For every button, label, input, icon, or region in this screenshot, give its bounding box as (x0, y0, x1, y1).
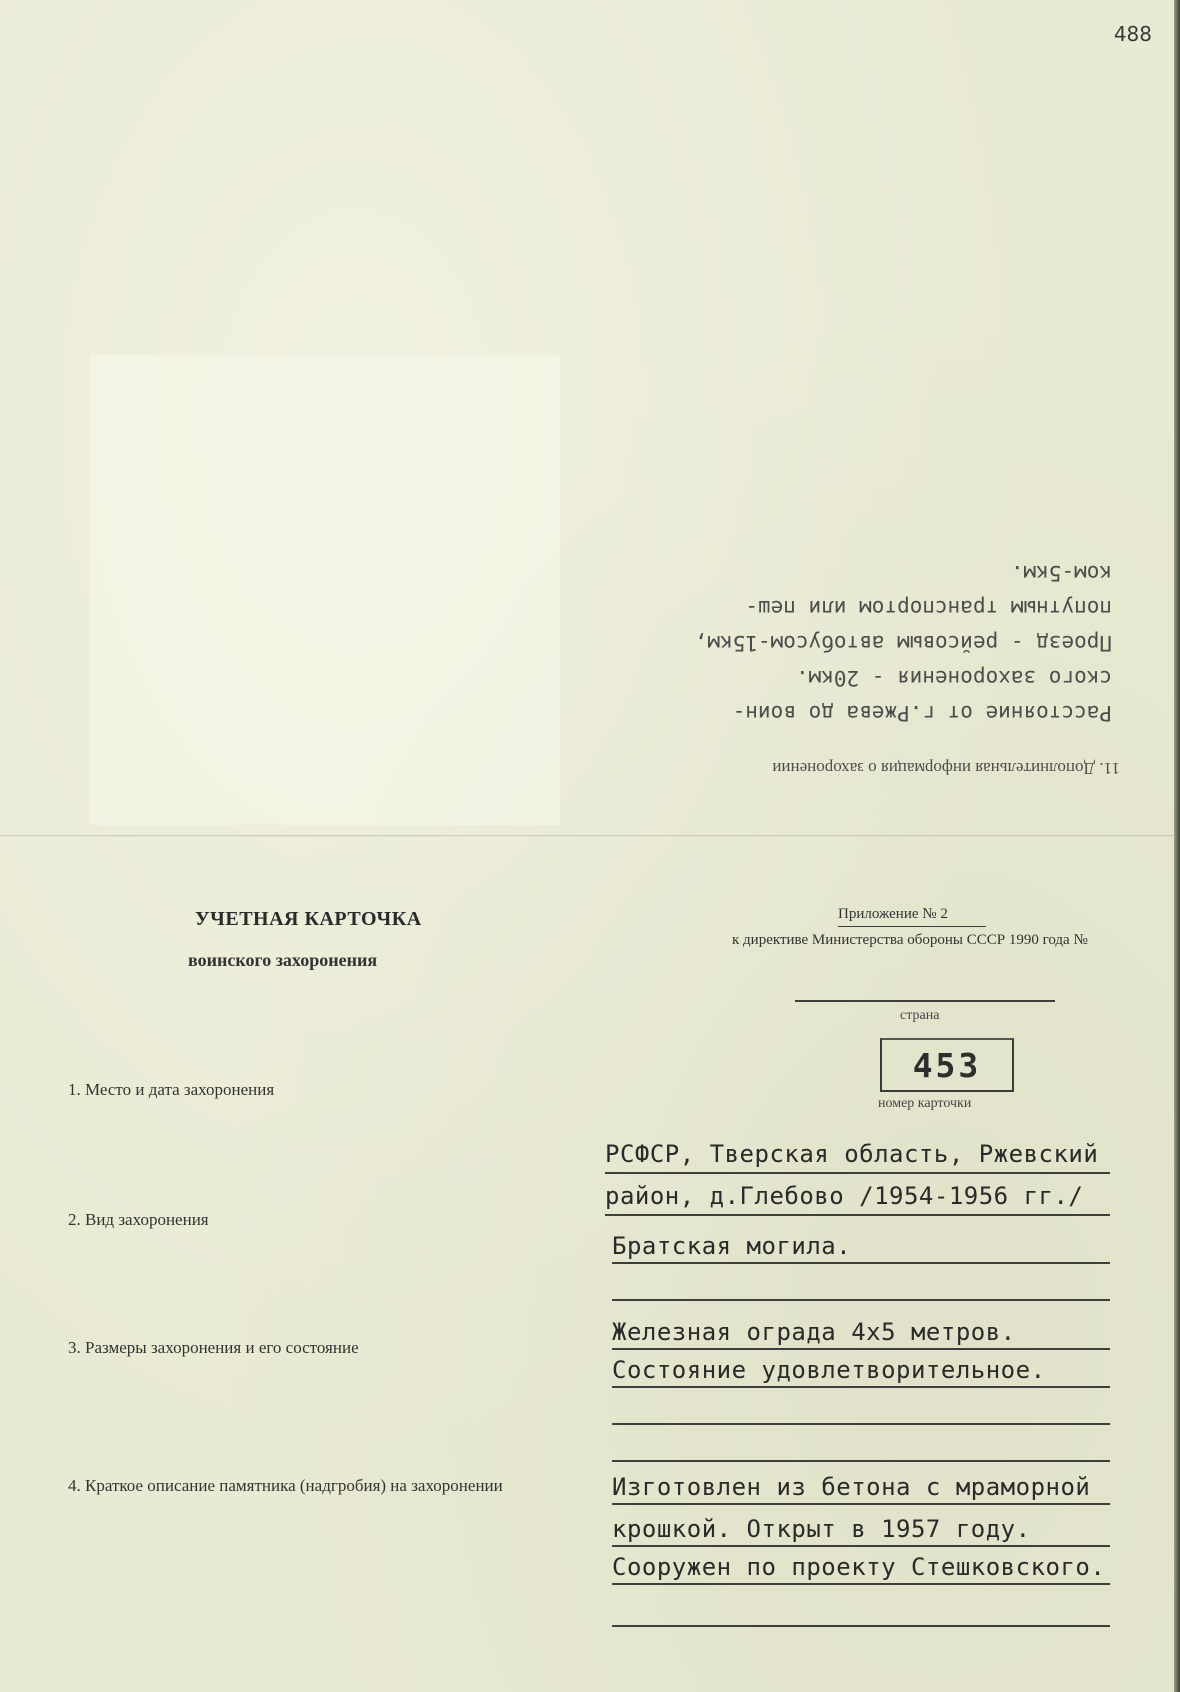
value-rule (612, 1583, 1110, 1585)
card-number-box (880, 1038, 1014, 1092)
value-rule (612, 1460, 1110, 1462)
card-number: 453 (912, 1046, 982, 1085)
value-description-line: Сооружен по проекту Стешковского. (612, 1553, 1106, 1581)
value-rule (605, 1214, 1110, 1216)
value-description-line: крошкой. Открыт в 1957 году. (612, 1515, 1031, 1543)
value-place-line: РСФСР, Тверская область, Ржевский (605, 1140, 1099, 1168)
value-rule (612, 1386, 1110, 1388)
additional-info-line: ком-5км. (1010, 561, 1112, 585)
value-rule (605, 1172, 1110, 1174)
country-rule (795, 1000, 1055, 1002)
appendix-underline (838, 926, 986, 927)
appendix-note: к директиве Министерства обороны СССР 1990 года № (732, 932, 1088, 948)
value-place-line: район, д.Глебово /1954-1956 гг./ (605, 1182, 1084, 1210)
value-description-line: Изготовлен из бетона с мраморной (612, 1473, 1091, 1501)
additional-info-line: ского захоронения - 20км. (795, 666, 1112, 690)
fold-line (0, 835, 1175, 837)
value-rule (612, 1262, 1110, 1264)
value-size-line: Состояние удовлетворительное. (612, 1356, 1046, 1384)
additional-info-line: Проезд - рейсовым автобусом-15км, (694, 631, 1112, 655)
additional-info-line: Расстояние от г.Ржева до воин- (732, 701, 1112, 725)
paper-edge (1174, 0, 1180, 1692)
faded-area (90, 355, 560, 825)
card-title: УЧЕТНАЯ КАРТОЧКА (195, 908, 422, 930)
value-rule (612, 1423, 1110, 1425)
value-size-line: Железная ограда 4х5 метров. (612, 1318, 1016, 1346)
additional-info-heading: 11. Дополнительная информация о захоронении (772, 759, 1120, 778)
field-label-description: 4. Краткое описание памятника (надгробия) на захоронении (68, 1476, 503, 1495)
value-rule (612, 1348, 1110, 1350)
card-subtitle: воинского захоронения (188, 950, 378, 970)
country-label: страна (900, 1008, 940, 1023)
value-rule (612, 1503, 1110, 1505)
value-rule (612, 1625, 1110, 1627)
value-rule (612, 1545, 1110, 1547)
card-number-label: номер карточки (878, 1096, 972, 1111)
value-type-line: Братская могила. (612, 1232, 852, 1260)
additional-info-line: попутным транспортом или пеш- (745, 596, 1112, 620)
field-label-size-state: 3. Размеры захоронения и его состояние (68, 1338, 359, 1357)
page-number: 488 (1113, 22, 1152, 46)
appendix-label: Приложение № 2 (838, 906, 948, 922)
value-rule (612, 1299, 1110, 1301)
field-label-type: 2. Вид захоронения (68, 1210, 209, 1229)
field-label-place-date: 1. Место и дата захоронения (68, 1080, 275, 1099)
additional-info-block (570, 555, 1120, 778)
